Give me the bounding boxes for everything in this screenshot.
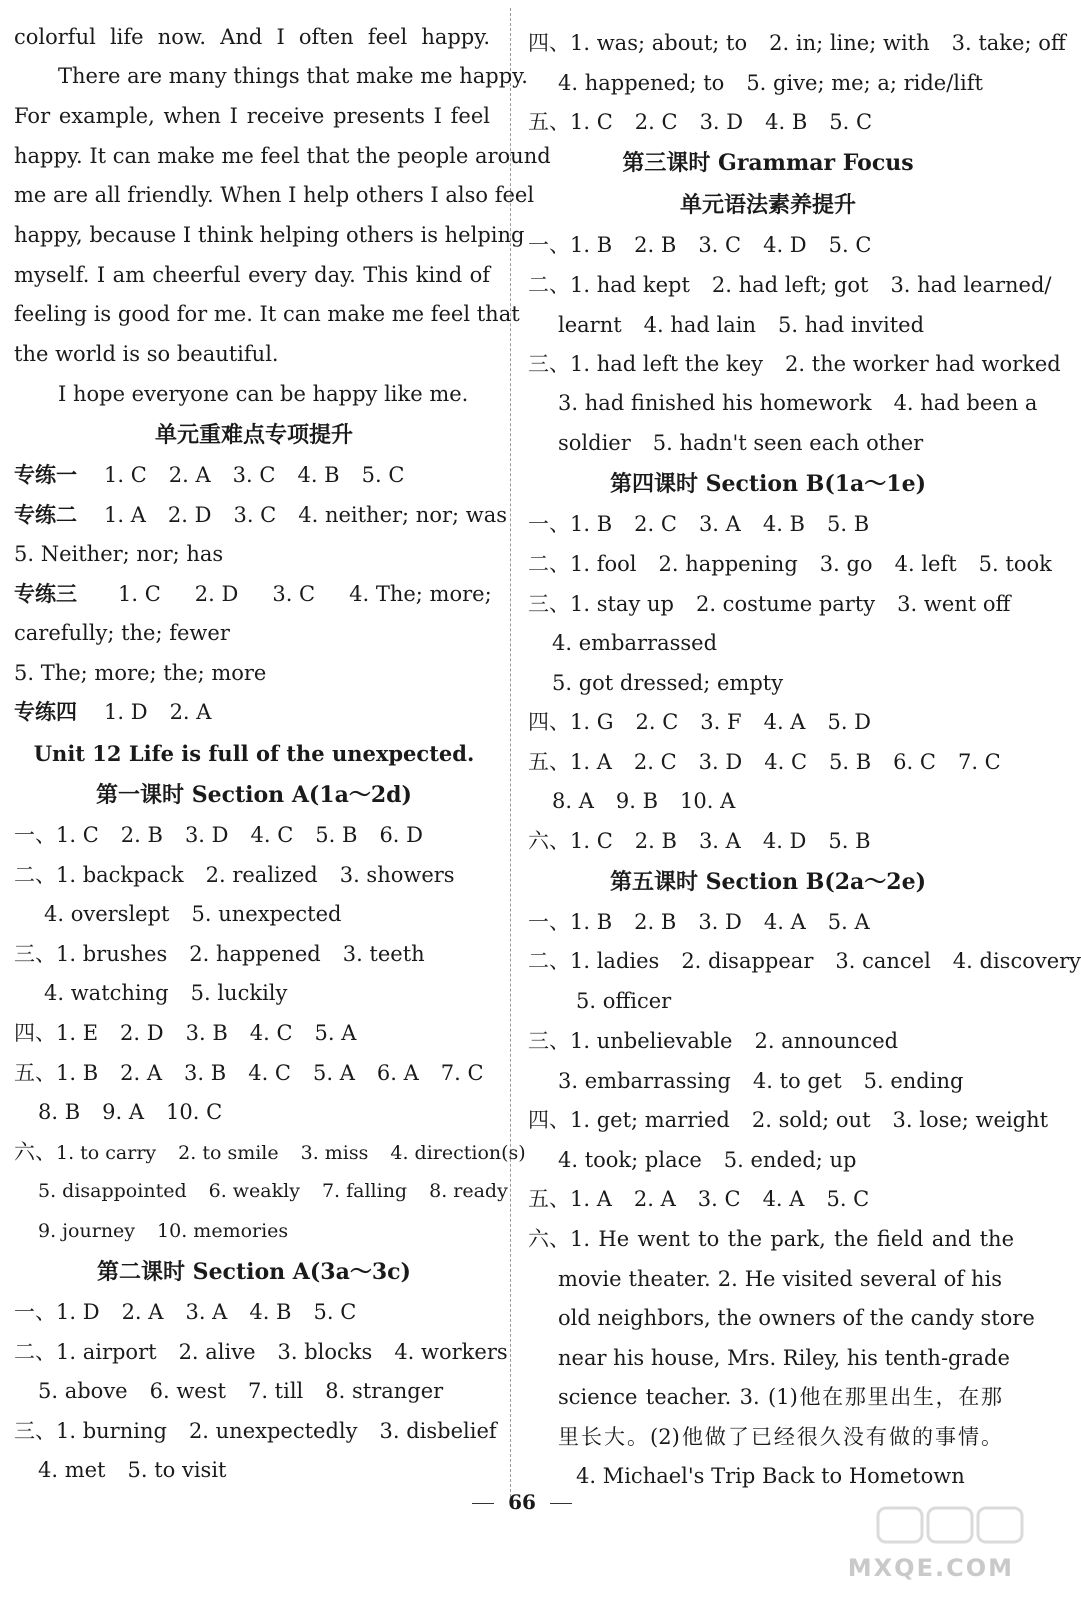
answer-row: learnt 4. had lain 5. had invited bbox=[558, 313, 925, 337]
answer-row: 一、1. C 2. B 3. D 4. C 5. B 6. D bbox=[14, 823, 423, 847]
essay-line: I hope everyone can be happy like me. bbox=[58, 382, 469, 406]
lesson-title: 第三课时 Grammar Focus bbox=[622, 150, 914, 176]
lesson-title: 第五课时 Section B(2a～2e) bbox=[609, 869, 927, 895]
answer-line: movie theater. 2. He visited several of his bbox=[558, 1267, 1002, 1291]
drill-label: 专练二 bbox=[14, 502, 77, 527]
answer-row: 四、1. E 2. D 3. B 4. C 5. A bbox=[14, 1021, 357, 1045]
drill-label: 专练三 bbox=[14, 581, 77, 606]
answer-row: 六、1. to carry 2. to smile 3. miss 4. direction(s) bbox=[14, 1140, 526, 1164]
answer-row: 五、1. C 2. C 3. D 4. B 5. C bbox=[528, 110, 873, 134]
essay-line: For example, when I receive presents I feel bbox=[14, 104, 490, 128]
answer-row: 一、1. B 2. B 3. C 4. D 5. C bbox=[528, 233, 872, 257]
answer-row: 专练四 1. D 2. A bbox=[14, 699, 212, 724]
page-number: 66 bbox=[0, 1490, 1044, 1514]
answer-line: old neighbors, the owners of the candy store bbox=[558, 1306, 1035, 1330]
drill-label: 专练一 bbox=[14, 462, 77, 487]
section-heading: 单元重难点专项提升 bbox=[154, 422, 353, 448]
answer-row: 4. happened; to 5. give; me; a; ride/lift bbox=[558, 71, 983, 95]
essay-line: myself. I am cheerful every day. This kind of bbox=[14, 263, 490, 287]
answer-row: 4. watching 5. luckily bbox=[44, 981, 288, 1005]
answer-row: 三、1. unbelievable 2. announced bbox=[528, 1029, 899, 1053]
answer-row: 二、1. backpack 2. realized 3. showers bbox=[14, 863, 455, 887]
answer-row: 3. embarrassing 4. to get 5. ending bbox=[558, 1069, 964, 1093]
dash-right bbox=[550, 1503, 572, 1504]
answer-row: 三、1. burning 2. unexpectedly 3. disbelief bbox=[14, 1419, 497, 1443]
answer-row: 二、1. fool 2. happening 3. go 4. left 5. took bbox=[528, 552, 1052, 576]
essay-line: me are all friendly. When I help others I also feel bbox=[14, 183, 535, 207]
lesson-title: 第一课时 Section A(1a～2d) bbox=[96, 782, 412, 808]
answer-line: near his house, Mrs. Riley, his tenth-grade bbox=[558, 1346, 1010, 1370]
answer-row: 5. The; more; the; more bbox=[14, 661, 267, 685]
answer-line: 里长大。(2)他做了已经很久没有做的事情。 bbox=[558, 1425, 1002, 1449]
answer-row: 二、1. ladies 2. disappear 3. cancel 4. discovery bbox=[528, 949, 1081, 973]
answer-row: 4. overslept 5. unexpected bbox=[44, 902, 342, 926]
answer-row: 一、1. D 2. A 3. A 4. B 5. C bbox=[14, 1300, 357, 1324]
answer-row: 专练三 1. C 2. D 3. C 4. The; more; bbox=[14, 581, 492, 606]
essay-line: the world is so beautiful. bbox=[14, 342, 279, 366]
answer-row: 5. above 6. west 7. till 8. stranger bbox=[38, 1379, 444, 1403]
answer-row: 五、1. A 2. A 3. C 4. A 5. C bbox=[528, 1187, 870, 1211]
answer-row: carefully; the; fewer bbox=[14, 621, 230, 645]
answer-row: 一、1. B 2. B 3. D 4. A 5. A bbox=[528, 910, 870, 934]
answer-row: 3. had finished his homework 4. had been a bbox=[558, 391, 1038, 415]
answer-row: 9. journey 10. memories bbox=[38, 1220, 289, 1242]
answer-line: science teacher. 3. (1)他在那里出生，在那 bbox=[558, 1385, 1002, 1409]
answer-row: 4. took; place 5. ended; up bbox=[558, 1148, 857, 1172]
essay-line: happy, because I think helping others is helping bbox=[14, 223, 525, 247]
drill-label: 专练四 bbox=[14, 699, 77, 724]
answer-row: 专练二 1. A 2. D 3. C 4. neither; nor; was bbox=[14, 502, 508, 527]
answer-row: 四、1. G 2. C 3. F 4. A 5. D bbox=[528, 710, 872, 734]
essay-line: feeling is good for me. It can make me feel that bbox=[14, 302, 520, 326]
essay-line: colorful life now. And I often feel happy. bbox=[14, 25, 490, 49]
dash-left bbox=[472, 1503, 494, 1504]
answer-row: 四、1. was; about; to 2. in; line; with 3. take; off bbox=[528, 31, 1066, 55]
essay-line: happy. It can make me feel that the people around bbox=[14, 144, 551, 168]
answer-row: 二、1. airport 2. alive 3. blocks 4. workers bbox=[14, 1340, 508, 1364]
answer-row: 三、1. brushes 2. happened 3. teeth bbox=[14, 942, 425, 966]
lesson-title: 第二课时 Section A(3a～3c) bbox=[97, 1259, 411, 1285]
answer-row: 4. met 5. to visit bbox=[38, 1458, 227, 1482]
answer-row: 五、1. A 2. C 3. D 4. C 5. B 6. C 7. C bbox=[528, 750, 1001, 774]
answer-row: soldier 5. hadn't seen each other bbox=[558, 431, 924, 455]
answer-row: 5. Neither; nor; has bbox=[14, 542, 224, 566]
answer-row: 三、1. had left the key 2. the worker had worked bbox=[528, 352, 1061, 376]
answer-row: 8. B 9. A 10. C bbox=[38, 1100, 223, 1124]
answer-row: 8. A 9. B 10. A bbox=[552, 789, 736, 813]
section-heading: 单元语法素养提升 bbox=[679, 192, 856, 218]
essay-line: There are many things that make me happy. bbox=[58, 64, 528, 88]
answer-row: 三、1. stay up 2. costume party 3. went off bbox=[528, 592, 1011, 616]
answer-row: 专练一 1. C 2. A 3. C 4. B 5. C bbox=[14, 462, 405, 487]
answer-row: 4. embarrassed bbox=[552, 631, 718, 655]
answer-row: 六、1. C 2. B 3. A 4. D 5. B bbox=[528, 829, 871, 853]
answer-row: 二、1. had kept 2. had left; got 3. had learned/ bbox=[528, 273, 1052, 297]
answer-line: 4. Michael's Trip Back to Hometown bbox=[576, 1464, 965, 1488]
answer-row: 四、1. get; married 2. sold; out 3. lose; weight bbox=[528, 1108, 1049, 1132]
unit-title: Unit 12 Life is full of the unexpected. bbox=[33, 741, 475, 766]
answer-row: 六、1. He went to the park, the field and the bbox=[528, 1227, 1014, 1251]
answer-row: 一、1. B 2. C 3. A 4. B 5. B bbox=[528, 512, 870, 536]
answer-row: 五、1. B 2. A 3. B 4. C 5. A 6. A 7. C bbox=[14, 1061, 484, 1085]
answer-row: 5. got dressed; empty bbox=[552, 671, 784, 695]
watermark-text: MXQE.COM bbox=[847, 1554, 1014, 1582]
answer-row: 5. disappointed 6. weakly 7. falling 8. ready bbox=[38, 1180, 508, 1202]
lesson-title: 第四课时 Section B(1a～1e) bbox=[609, 471, 927, 497]
answer-row: 5. officer bbox=[576, 989, 672, 1013]
